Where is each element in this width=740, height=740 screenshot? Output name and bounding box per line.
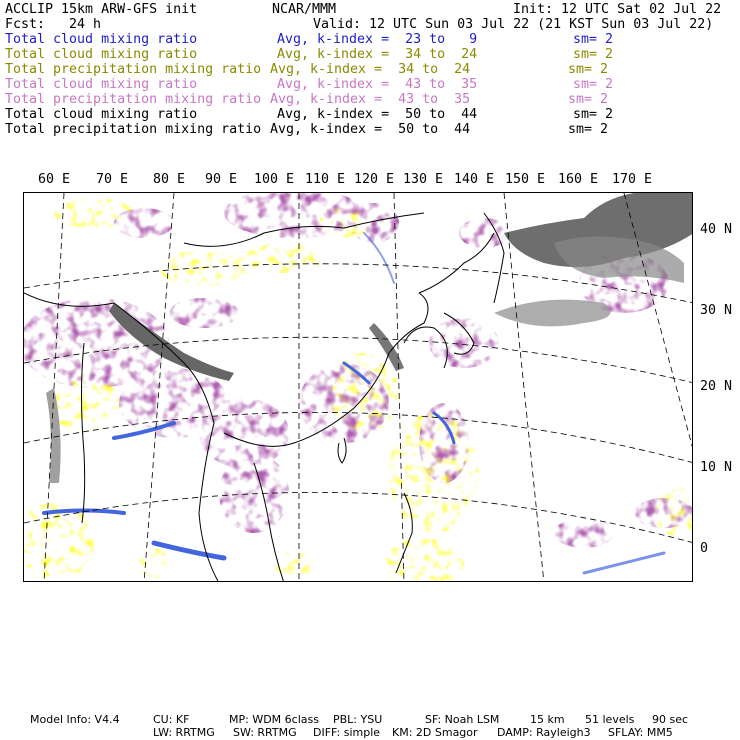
footer-item: 51 levels [585, 713, 635, 726]
field-sm: sm= 2 [568, 62, 609, 77]
footer-item: 90 sec [652, 713, 689, 726]
lat-label: 40 N [700, 222, 733, 237]
field-sm: sm= 2 [573, 77, 614, 92]
field-name: Total precipitation mixing ratio [5, 62, 262, 77]
map-canvas [24, 193, 693, 582]
lon-label: 60 E [38, 172, 71, 187]
field-avg: Avg, k-index = 50 to 44 [270, 122, 471, 137]
field-name: Total cloud mixing ratio [5, 47, 198, 62]
field-row [5, 47, 614, 62]
footer-item: PBL: YSU [333, 713, 383, 726]
footer-item: 15 km [530, 713, 565, 726]
lon-label: 140 E [454, 172, 495, 187]
footer-item: SW: RRTMG [233, 726, 297, 739]
forecast-hour: Fcst: 24 h [5, 17, 102, 32]
field-row [5, 62, 609, 77]
lat-label: 20 N [700, 379, 733, 394]
field-avg: Avg, k-index = 50 to 44 [277, 107, 478, 122]
field-avg: Avg, k-index = 23 to 9 [277, 32, 478, 47]
field-avg: Avg, k-index = 43 to 35 [270, 92, 471, 107]
field-row [5, 107, 614, 122]
init-time: Init: 12 UTC Sat 02 Jul 22 [513, 2, 722, 17]
footer-item: SF: Noah LSM [425, 713, 500, 726]
footer-item: CU: KF [153, 713, 190, 726]
footer-item: KM: 2D Smagor [392, 726, 478, 739]
field-sm: sm= 2 [573, 32, 614, 47]
field-name: Total precipitation mixing ratio [5, 92, 262, 107]
field-sm: sm= 2 [573, 47, 614, 62]
field-name: Total precipitation mixing ratio [5, 122, 262, 137]
field-avg: Avg, k-index = 43 to 35 [277, 77, 478, 92]
lon-label: 170 E [612, 172, 653, 187]
valid-time: Valid: 12 UTC Sun 03 Jul 22 (21 KST Sun 03 Jul 22) [313, 17, 714, 32]
field-name: Total cloud mixing ratio [5, 77, 198, 92]
lat-label: 10 N [700, 460, 733, 475]
lon-label: 90 E [205, 172, 238, 187]
lon-label: 80 E [153, 172, 186, 187]
footer-item: DIFF: simple [313, 726, 381, 739]
footer-item: MP: WDM 6class [229, 713, 319, 726]
field-sm: sm= 2 [568, 92, 609, 107]
lon-label: 70 E [96, 172, 129, 187]
field-row [5, 32, 614, 47]
footer-item: DAMP: Rayleigh3 [497, 726, 591, 739]
lat-label: 0 [700, 541, 709, 556]
footer-item: Model Info: V4.4 [30, 713, 120, 726]
field-row [5, 77, 614, 92]
lon-label: 120 E [354, 172, 395, 187]
organization-label: NCAR/MMM [272, 2, 337, 17]
lon-label: 100 E [254, 172, 295, 187]
field-row [5, 92, 609, 107]
field-row [5, 122, 609, 137]
field-avg: Avg, k-index = 34 to 24 [277, 47, 478, 62]
lon-label: 110 E [305, 172, 346, 187]
lon-label: 130 E [403, 172, 444, 187]
field-sm: sm= 2 [568, 122, 609, 137]
model-title: ACCLIP 15km ARW-GFS init [5, 2, 198, 17]
field-avg: Avg, k-index = 34 to 24 [270, 62, 471, 77]
lat-label: 30 N [700, 303, 733, 318]
footer-item: SFLAY: MM5 [608, 726, 673, 739]
field-name: Total cloud mixing ratio [5, 32, 198, 47]
footer-item: LW: RRTMG [153, 726, 215, 739]
lon-label: 150 E [505, 172, 546, 187]
field-name: Total cloud mixing ratio [5, 107, 198, 122]
field-sm: sm= 2 [573, 107, 614, 122]
map-panel [23, 192, 693, 582]
lon-label: 160 E [558, 172, 599, 187]
